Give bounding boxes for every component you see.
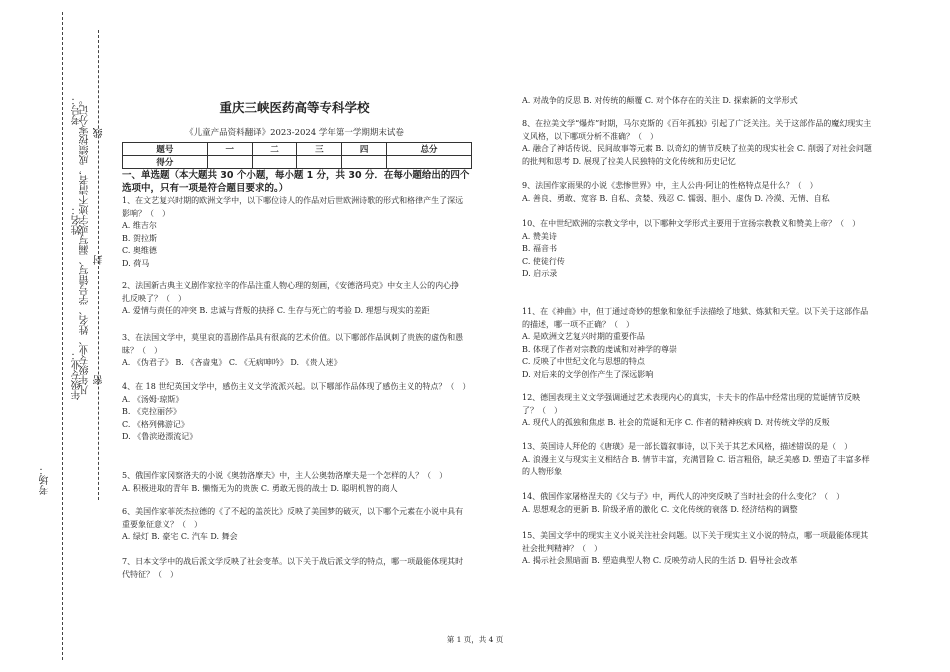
question-1 bbox=[122, 195, 467, 270]
question-12 bbox=[522, 392, 872, 430]
question-option: D. 荷马 bbox=[122, 258, 150, 268]
school-title: 重庆三峡医药高等专科学校 bbox=[219, 100, 370, 115]
score-table bbox=[122, 142, 472, 169]
score-table-header-row bbox=[123, 143, 472, 156]
question-option: B. 福音书 bbox=[522, 244, 557, 253]
question-option: D. 对后来的文学创作产生了深远影响 bbox=[522, 369, 654, 379]
question-option: D. 启示录 bbox=[522, 269, 558, 278]
question-4 bbox=[122, 381, 471, 444]
score-row-label: 得分 bbox=[123, 156, 208, 169]
score-header-cell: 题号 bbox=[123, 143, 208, 156]
question-stem: 13、英国诗人拜伦的《唐璜》是一部长篇叙事诗，以下关于其艺术风格，描述错误的是（ ） bbox=[522, 442, 853, 451]
question-13 bbox=[522, 441, 872, 479]
question-option: A. 赞美诗 bbox=[522, 231, 557, 241]
question-3 bbox=[122, 332, 467, 370]
question-option: A. 是欧洲文艺复兴时期的重要作品 bbox=[522, 332, 645, 341]
question-option: B. 《克拉丽莎》 bbox=[122, 407, 181, 416]
question-stem: 4、在 18 世纪英国文学中，感伤主义文学流派兴起。以下哪部作品体现了感伤主义的特点？（ ） bbox=[122, 382, 471, 391]
question-8 bbox=[522, 118, 872, 168]
question-option: A. 《伪君子》 B. 《吝啬鬼》 C. 《无病呻吟》 D. 《贵人迷》 bbox=[122, 358, 342, 367]
name-label: 姓名： bbox=[72, 205, 83, 235]
question-stem: 14、俄国作家屠格涅夫的《父与子》中，两代人的冲突反映了当时社会的什么变化？（ ） bbox=[522, 492, 845, 501]
question-option: C. 使徒行传 bbox=[522, 256, 565, 266]
score-cell bbox=[252, 156, 297, 169]
question-option: B. 贺拉斯 bbox=[122, 233, 157, 243]
exam-room-label: 考场： bbox=[40, 465, 51, 495]
score-header-cell: 四 bbox=[342, 143, 387, 156]
question-option: A. 爱情与责任的冲突 B. 忠诚与背叛的抉择 C. 生存与死亡的考验 D. 理想与现实的差距 bbox=[122, 306, 430, 315]
question-stem: 12、德国表现主义文学强调通过艺术表现内心的真实，卡夫卡的作品中经常出现的荒诞情节反映了？（ ） bbox=[522, 393, 861, 415]
question-option: A. 积极进取的青年 B. 懒惰无为的贵族 C. 勇敢无畏的战士 D. 聪明机智的商人 bbox=[122, 483, 398, 493]
question-stem: 11、在《神曲》中，但丁通过奇妙的想象和象征手法描绘了地狱、炼狱和天堂。以下关于这部作品的描述，哪一项不正确？（ ） bbox=[522, 307, 869, 329]
question-option: A. 《汤姆·琼斯》 bbox=[122, 394, 184, 404]
question-stem: 10、在中世纪欧洲的宗教文学中，以下哪种文学形式主要用于宣扬宗教教义和赞美上帝？（ ） bbox=[522, 219, 861, 228]
score-header-cell: 三 bbox=[297, 143, 342, 156]
seal-mark: 封 bbox=[94, 255, 105, 265]
question-9 bbox=[522, 180, 872, 205]
question-stem: 6、美国作家菲茨杰拉德的《了不起的盖茨比》反映了美国梦的破灭，以下哪个元素在小说中具有重要象征意义？（ ） bbox=[122, 507, 464, 529]
score-header-cell: 二 bbox=[252, 143, 297, 156]
question-option: A. 善良、勇敢、宽容 B. 自私、贪婪、残忍 C. 懦弱、胆小、虚伪 D. 冷漠、无情、自私 bbox=[522, 193, 830, 203]
question-option: C. 《格列佛游记》 bbox=[122, 419, 189, 429]
question-option: A. 对战争的反思 B. 对传统的颠覆 C. 对个体存在的关注 D. 探索新的文学形式 bbox=[522, 96, 798, 105]
question-option: A. 思想观念的更新 B. 阶级矛盾的激化 C. 文化传统的衰落 D. 经济结构的调整 bbox=[522, 504, 798, 514]
page-footer: 第 1 页，共 4 页 bbox=[446, 635, 504, 644]
score-cell bbox=[342, 156, 387, 169]
score-table-score-row bbox=[123, 156, 472, 169]
warning-text: 凡年级专业、姓名、学号错写、漏写或字迹不清者，成绩按零分记。 bbox=[80, 95, 91, 395]
question-10 bbox=[522, 218, 872, 281]
question-14 bbox=[522, 491, 872, 516]
question-option: B. 体现了作者对宗教的虔诚和对神学的尊崇 bbox=[522, 344, 677, 354]
question-option: A. 现代人的孤独和焦虑 B. 社会的荒诞和无序 C. 作者的精神疾病 D. 对传统文学的反叛 bbox=[522, 418, 830, 427]
binding-margin bbox=[0, 0, 110, 672]
question-option: D. 《鲁滨逊漂流记》 bbox=[122, 432, 198, 441]
dashed-cut-line-left bbox=[62, 12, 63, 660]
question-stem: 1、在文艺复兴时期的欧洲文学中，以下哪位诗人的作品对后世欧洲诗歌的形式和格律产生了深远影响？（ ） bbox=[122, 196, 464, 218]
score-header-cell: 一 bbox=[207, 143, 252, 156]
question-stem: 8、在拉美文学“爆炸”时期，马尔克斯的《百年孤独》引起了广泛关注。关于这部作品的魔幻现实主义风格，以下哪项分析不准确？（ ） bbox=[522, 119, 872, 141]
question-stem: 7、日本文学中的战后派文学反映了社会变革。以下关于战后派文学的特点，哪一项最能体现其时代特征？（ ） bbox=[122, 557, 464, 579]
question-stem: 3、在法国文学中，莫里哀的喜剧作品具有很高的艺术价值。以下哪部作品讽刺了贵族的虚伪和愚昧？（ ） bbox=[122, 333, 464, 355]
question-option: C. 反映了中世纪文化与思想的特点 bbox=[522, 357, 645, 366]
dashed-cut-line-right bbox=[98, 30, 99, 500]
question-5 bbox=[122, 470, 467, 495]
question-7-options bbox=[522, 95, 872, 108]
question-stem: 15、美国文学中的现实主义小说关注社会问题。以下关于现实主义小说的特点，哪一项最能体现其社会批判精神？（ ） bbox=[522, 531, 869, 553]
seat-label: 考号： bbox=[72, 95, 83, 125]
question-7 bbox=[122, 556, 467, 581]
question-option: A. 揭示社会黑暗面 B. 塑造典型人物 C. 反映劳动人民的生活 D. 倡导社会改革 bbox=[522, 556, 798, 565]
question-2 bbox=[122, 280, 467, 318]
question-11 bbox=[522, 306, 872, 381]
question-15 bbox=[522, 530, 872, 568]
secret-mark: 密 bbox=[94, 375, 105, 385]
score-cell bbox=[207, 156, 252, 169]
grade-label: 年级专业： bbox=[72, 350, 83, 400]
question-stem: 2、法国新古典主义剧作家拉辛的作品注重人物心理的刻画，《安德洛玛克》中女主人公的内心挣扎反映了？（ ） bbox=[122, 281, 460, 303]
question-stem: 9、法国作家雨果的小说《悲惨世界》中，主人公冉·阿让的性格特点是什么？（ ） bbox=[522, 181, 818, 190]
line-mark: 线 bbox=[94, 128, 105, 138]
question-option: C. 奥维德 bbox=[122, 246, 157, 255]
question-6 bbox=[122, 506, 467, 544]
section-heading: 一、单选题（本大题共 30 个小题，每小题 1 分，共 30 分．在每小题给出的四个选项中，只有一项是符合题目要求的。） bbox=[122, 170, 470, 194]
exam-subtitle: 《儿童产品资料翻译》2023-2024 学年第一学期期末试卷 bbox=[185, 128, 404, 138]
score-header-cell: 总分 bbox=[387, 143, 472, 156]
question-option: A. 绿灯 B. 豪宅 C. 汽车 D. 舞会 bbox=[122, 532, 238, 541]
score-cell bbox=[297, 156, 342, 169]
question-option: A. 浪漫主义与现实主义相结合 B. 情节丰富，充满冒险 C. 语言粗俗，缺乏美感 D. 塑造了丰富多样的人物形象 bbox=[522, 454, 870, 476]
score-cell bbox=[387, 156, 472, 169]
question-option: A. 维吉尔 bbox=[122, 221, 157, 230]
question-option: A. 融合了神话传说、民间故事等元素 B. 以奇幻的情节反映了拉美的现实社会 C. 削弱了对社会问题的批判和思考 D. 展现了拉美人民独特的文化传统和历史记忆 bbox=[522, 144, 872, 166]
question-stem: 5、俄国作家冈察洛夫的小说《奥勃洛摩夫》中，主人公奥勃洛摩夫是一个怎样的人？（ ） bbox=[122, 471, 448, 480]
